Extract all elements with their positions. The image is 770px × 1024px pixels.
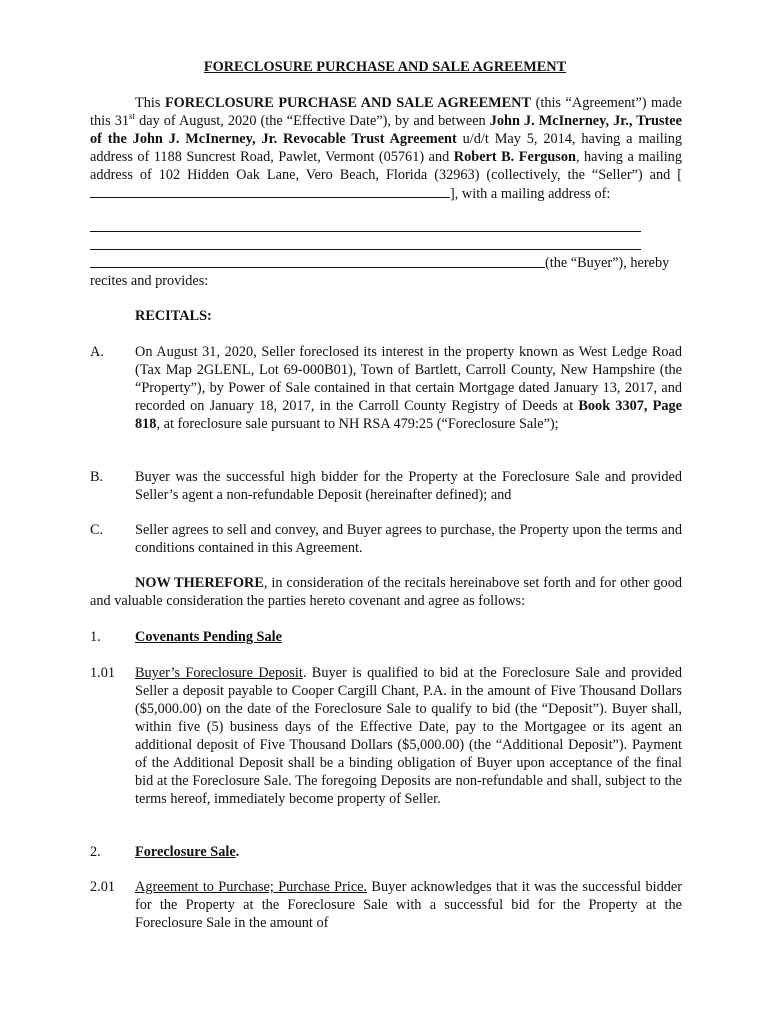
address-blank-line-1[interactable] [90,231,641,232]
section-title: Foreclosure Sale [135,844,236,860]
deed-book-page: Book 3307, Page 818 [135,398,682,432]
recitals-heading: RECITALS: [135,308,212,324]
recital-b: B. Buyer was the successful high bidder for the Property at the Foreclosure Sale and provided Seller’s agent a non-refundable Deposit (hereinafter defined); and [90,469,682,503]
intro-paragraph: This FORECLOSURE PURCHASE AND SALE AGREEMENT (this “Agreement”) made this 31st day of August, 2020 (the “Effective Date”), by and between John J. McInerney, Jr., Trustee of the John J. McInerney, Jr. Revocable Trust Agreement u/d/t May 5, 2014, having a mailing address of 1188 Suncrest Road, Pawlet, Vermont (05761) and Robert B. Ferguson, having a mailing address of 102 Hidden Oak Lane, Vero Beach, Florida (32963) (collectively, the “Seller”) and [], with a mailing address of: [90,95,683,202]
recital-c: C. Seller agrees to sell and convey, and Buyer agrees to purchase, the Property upon the terms and conditions contained in this Agreement. [90,522,682,556]
subsection-title: Agreement to Purchase; Purchase Price. [135,879,368,895]
section-number: 2. [90,844,101,860]
address-blank-line-3[interactable] [90,267,545,268]
recital-label: A. [90,344,104,360]
address-blank-line-2[interactable] [90,249,641,250]
agreement-name: FORECLOSURE PURCHASE AND SALE AGREEMENT [164,95,532,111]
subsection-title: Buyer’s Foreclosure Deposit [135,665,303,681]
section-number: 2.01 [90,879,116,895]
recital-a: A. On August 31, 2020, Seller foreclosed its interest in the property known as West Ledge Road (Tax Map 2GLENL, Lot 69-000B01), Town of Bartlett, Carroll County, New Hampshire (the “Property”), by Power of Sale contained in that certain Mortgage dated January 13, 2017, and recorded on January 18, 2017, in the Carroll County Registry of Deeds at Book 3307, Page 818, at foreclosure sale pursuant to NH RSA 479:25 (“Foreclosure Sale”); [90,344,682,432]
section-1-heading [90,628,682,646]
seller-trustee-name: John J. McInerney, Jr., Trustee of the John J. McInerney, Jr. Revocable Trust Agreement [90,113,683,147]
section-number: 1. [90,629,101,645]
section-2-heading: 2. Foreclosure Sale. [90,844,240,860]
recital-label: B. [90,469,104,485]
recites-text: recites and provides: [90,273,209,289]
buyer-definition: (the “Buyer”), hereby [545,255,670,271]
recital-label: C. [90,522,104,538]
now-therefore-paragraph: NOW THEREFORE, in consideration of the recitals hereinabove set forth and for other good and valuable consideration the parties hereto covenant and agree as follows: [90,575,682,609]
section-title: Covenants Pending Sale [135,629,282,645]
agreement-title: FORECLOSURE PURCHASE AND SALE AGREEMENT [203,59,567,75]
section-number: 1.01 [90,665,116,681]
seller-name: Robert B. Ferguson [453,149,576,165]
section-1-01: 1.01 Buyer’s Foreclosure Deposit. Buyer is qualified to bid at the Foreclosure Sale and provided Seller a deposit payable to Cooper Cargill Chant, P.A. in the amount of Five Thousand Dollars ($5,000.00) on the date of the Foreclosure Sale to qualify to bid (the “Deposit”). Buyer shall, within five (5) business days of the Effective Date, pay to the Mortgagee or its agent an additional deposit of Five Thousand Dollars ($5,000.00) (the “Additional Deposit”). Payment of the Additional Deposit shall be a binding obligation of Buyer upon acceptance of the final bid at the Foreclosure Sale. The foregoing Deposits are non-refundable and shall, subject to the terms hereof, immediately become property of Seller. [90,665,682,807]
section-2-01: 2.01 Agreement to Purchase; Purchase Price. Buyer acknowledges that it was the successful bidder for the Property at the Foreclosure Sale with a successful bid for the Property at the Foreclosure Sale in the amount of [90,879,682,931]
buyer-name-blank[interactable] [90,184,450,198]
